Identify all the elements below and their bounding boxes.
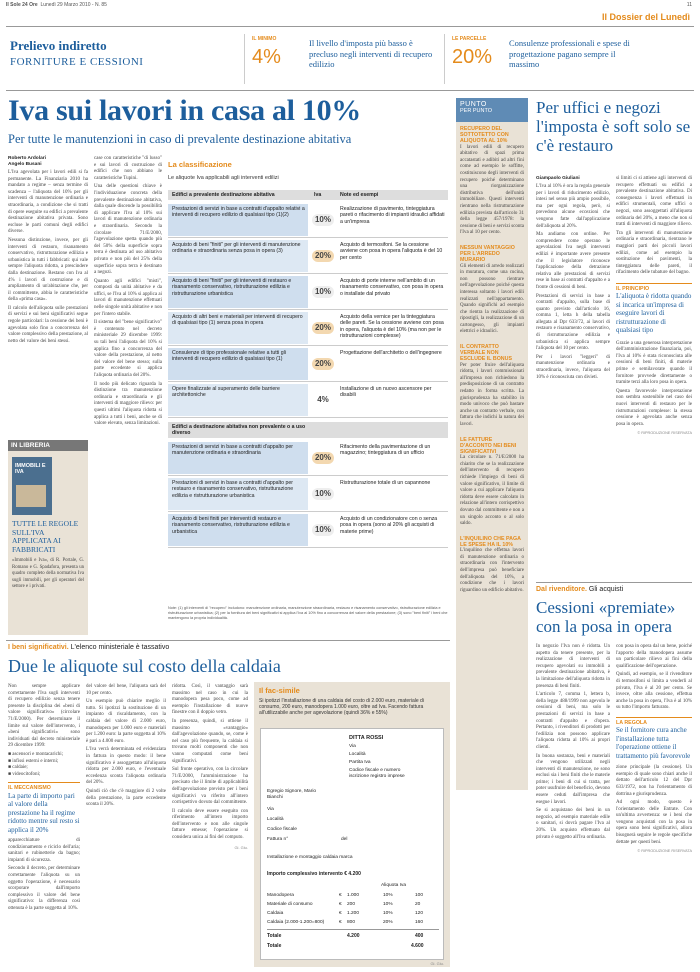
punto-tag: PUNTO PER PUNTO bbox=[456, 98, 528, 122]
banner-title: Prelievo indiretto bbox=[10, 38, 107, 53]
paragraph: Questa favorevole interpretazione non sembra sostenibile nel caso dei nuovi interventi di restauro per le ristrutturazioni complesse: la stessa cessione è agevolata anche senza posa in opera. bbox=[616, 388, 692, 427]
paragraph: si limiti ci si attiene agli interventi di recupero effettuati su edifici a prevalente destinazione abitativa. Di conseguenza i lavori effettuati in edifici strumentali, come uffici o negozi, sono assoggettati all'aliquota ordinaria del 20%, a meno che non si tratti di interventi di maggiore rilievo. bbox=[616, 176, 692, 228]
paper-masthead: Il Sole 24 Ore Lunedì 29 Marzo 2010 - N. 85 bbox=[6, 2, 107, 8]
uffici-col-2 bbox=[616, 176, 692, 435]
punto-text: I lavori edili di recupero abitativo di spazi prima accatastati e adibiti ad altri fini come ad esempio le soffitte, costituiscono degli interventi di recupero poiché determinano una riorganizzazione distributiva dell'unità immobiliare. Questi interventi rientrano nella ristrutturazione edilizia prevista dall'articolo 31 della legge 457/1978: la cessione di beni e servizi sconta l'Iva al 10 per cento. bbox=[460, 144, 525, 236]
meccanismo-head: IL MECCANISMO bbox=[8, 785, 51, 792]
paragraph: con posa in opera dal un bene, poiché l'apporto della manodopera assume un particolare rilievo ai fini della qualificazione dell'operazione. bbox=[616, 644, 692, 669]
paragraph: L'articolo 7, comma 1, lettera b, della legge 488/1999 non agevola le cessioni di beni, ma solo le prestazioni di servizi in base a contratti d'appalto e d'opera. Pertanto, i rivenditori di prodotti per l'edilizia non possono applicare l'aliquota ridotta al 10% ai propri clienti. bbox=[536, 692, 610, 750]
table-cell-rate: 20% bbox=[312, 322, 334, 334]
paragraph: Quindi ciò che c'è maggiore di 2 volte della prestazione, la parte eccedente sconta il 20%. bbox=[86, 788, 166, 808]
paragraph: Il nodo più delicato riguarda la distinzione tra manutenzione ordinaria e straordinaria e gli interventi di maggiore rilievo: per questi ultimi l'aliquota ridotta si applica a tutti i beni, anche se di valore elevato, senza limitazioni. bbox=[94, 381, 162, 427]
caldaia-col-3 bbox=[172, 684, 248, 850]
table-cell-desc: Acquisto di altri beni e materiali per interventi di recupero di qualsiasi tipo (1) senza posa in opera bbox=[172, 314, 303, 327]
list-item: ■ ascensori e montacarichi; bbox=[8, 751, 64, 757]
invoice-cell: 100 bbox=[415, 893, 424, 898]
table-row bbox=[168, 310, 448, 346]
main-col-1 bbox=[8, 156, 88, 345]
uffici-headline: Per uffici e negozi l'imposta è soft solo se c'è restauro bbox=[536, 98, 691, 155]
caldaia-col-2 bbox=[86, 684, 166, 809]
table-cell-desc: Opere finalizzate al superamento delle barriere architettoniche bbox=[172, 386, 280, 399]
table-cell-desc: Acquisto di beni finiti per interventi di restauro e risanamento conservativo, ristrutturazione edilizia e urbanistica bbox=[172, 516, 290, 535]
table-cell-desc: Acquisto di beni "finiti" per gli interventi di manutenzione ordinaria e straordinaria senza posa in opera (3) bbox=[172, 242, 301, 255]
parcelle-value: 20% bbox=[452, 46, 493, 68]
byline: Gi. Giu. bbox=[234, 844, 248, 850]
paragraph: del valore del bene, l'aliquota sarà del 10 per cento. bbox=[86, 684, 166, 696]
invoice-cell: 1.200 bbox=[347, 911, 360, 916]
paragraph: Nessuna distinzione, invece, per gli interventi di restauro, risanamento conservativo, ristrutturazione edilizia e urbanistica in tutti i fabbricati: qui vale sempre l'aliquota ridotta, a prescindere dalla destinazione. Restano con Iva al 4% i lavori di costruzione e di ampliamento di un'abitazione che, per il committente, abbia le caratteristiche della «prima casa». bbox=[8, 237, 88, 303]
table-cell-note: Acquisto di un condizionatore con o senza posa in opera (sono al 20% gli acquisti di materie prime) bbox=[340, 516, 438, 535]
principio-text: L'aliquota è ridotta quando si incarica un'impresa di eseguire lavori di ristrutturazione di qualsiasi tipo bbox=[616, 292, 692, 335]
invoice-customer: Egregio Signore, Mario Bianchi bbox=[267, 789, 317, 800]
paragraph: Secondo il decreto, per determinare correttamente l'aliquota su un oggetto l'operazione, è necessario scorporare dall'importo complessivo il valore del bene significativo: la differenza così ottenuta è la parte soggetta al 10%. bbox=[8, 866, 80, 911]
caldaia-kicker: I beni significativi. L'elenco ministeriale è tassativo bbox=[8, 644, 170, 651]
parcelle-text: Consulenze professionali e spese di progettazione pagano sempre il massimo bbox=[509, 38, 630, 69]
table-cell-note: Acquisto della vernice per la tinteggiatura delle pareti. Se la cessione avviene con posa in opera, l'aliquota è del 10% (ma non per le ristrutturazioni complesse) bbox=[340, 314, 444, 339]
paragraph: L'Iva verrà determinata ed evidenziata in fattura in questo modo: il bene significativo è assoggettato all'aliquota ridotta per 2.000 euro, e l'eventuale eccedenza sconta l'aliquota ordinaria del 20%. bbox=[86, 747, 166, 786]
libreria-caption: TUTTE LE REGOLE SULL'IVA APPLICATA AI FABBRICATI bbox=[12, 519, 79, 554]
regola-box bbox=[616, 717, 692, 760]
invoice-cell: 160 bbox=[415, 920, 424, 925]
rivenditore-kicker: Dal rivenditore. Gli acquisti bbox=[536, 586, 624, 593]
table-cell-desc: Prestazioni di servizi in base a contratti d'appalto relativi a interventi di recupero edilizio di qualsiasi tipo (1)(2) bbox=[172, 206, 305, 219]
punto-heading: L'INQUILINO CHE PAGA LE SPESE HA IL 10% bbox=[460, 535, 521, 548]
invoice-cell: 20% bbox=[383, 920, 393, 925]
facsimile-intro: Si ipotizzi l'installazione di una caldaia del costo di 2.000 euro, materiale di consumo, 200 euro, manodopera 1.000 euro, oltre ad Iva. Facendo fattura all'utilizzabile anche per agevolazione (quindi 36% e 55%) bbox=[259, 698, 424, 717]
caldaia-headline: Due le aliquote sul costo della caldaia bbox=[8, 656, 281, 676]
paragraph: Il calcolo deve essere eseguito con riferimento all'intero importo dell'intervento e non alle singole fatture emesse; l'operazione si considera unica ai fini del computo. bbox=[172, 808, 248, 841]
byline: © RIPRODUZIONE RISERVATA bbox=[637, 431, 692, 436]
list-item: ■ videocitofoni; bbox=[8, 771, 41, 777]
punto-text: L'inquilino che effettua lavori di manutenzione ordinaria o straordinaria con l'intervento dell'impresa può beneficiare dell'aliquota del 10%, a condizione che i lavori riguardino un edificio abitativo. bbox=[460, 548, 524, 593]
paragraph: Quanto agli edifici "misti", composti da unità abitative e da uffici, se l'Iva al 10% si applica ai lavori di manutenzione effettuati nelle singole unità abitative e non per l'intero stabile. bbox=[94, 278, 162, 317]
list-item: ■ infissi esterni e interni; bbox=[8, 758, 59, 764]
invoice-cell: € bbox=[339, 911, 342, 916]
table-row bbox=[168, 346, 448, 382]
invoice-total-label: Importo complessivo intervento € 4.200 bbox=[267, 871, 361, 877]
author-1: Roberto Ardolari bbox=[8, 156, 46, 161]
table-cell-note: Progettazione dell'architetto o dell'ingegnere bbox=[340, 350, 442, 356]
paragraph: L'Iva al 10% è ora la regola generale per i lavori di riducimento edilizio, intesi nel senso più ampio possibile, ma per ogni regola, però, si prevedono alcune eccezioni che vengono fatte dall'applicazione dell'aliquota al 20%. bbox=[536, 184, 610, 229]
regola-text: Se il fornitore cura anche l'installazione tutta l'operazione ottiene il trattamento più favorevole bbox=[616, 726, 691, 760]
byline: Gi. Giu. bbox=[430, 961, 444, 966]
principio-head: IL PRINCIPIO bbox=[616, 285, 650, 292]
paragraph: case con caratteristiche "di lusso" e sui lavori di costruzione di edifici che non abbiano le caratteristiche Tupini. bbox=[94, 156, 162, 181]
invoice-cell: 120 bbox=[415, 911, 424, 916]
invoice-cell: Caldaia (2.000-1.200=800) bbox=[267, 920, 325, 925]
invoice-cell: Materiale di consumo bbox=[267, 902, 313, 907]
table-cell-note: Acquisto di porte interne nell'ambito di un risanamento conservativo, con posa in opera o installate dal privato bbox=[340, 278, 444, 297]
table-cell-desc: Prestazioni di servizi in base a contratti d'appalto per restauro e risanamento conservativo, ristrutturazione edilizia e ristrutturazione urbanistica bbox=[172, 480, 294, 499]
table-cell-rate: 10% bbox=[312, 524, 334, 536]
invoice-company: DITTA ROSSI bbox=[349, 735, 384, 741]
punto-heading: LE FATTURE D'ACCONTO NEI BENI SIGNIFICATIVI bbox=[460, 436, 517, 456]
author-2: Angelo Busani bbox=[8, 162, 42, 167]
paragraph: Il calcolo dell'aliquota sulle prestazioni di servizi e sui beni significativi segue regole particolari: la cessione dei beni è agevolata solo fino a concorrenza del valore complessivo della prestazione, al netto del valore dei beni stessi. bbox=[8, 305, 88, 344]
table-col-head: Iva bbox=[314, 192, 322, 198]
paragraph: In buona sostanza, beni e materiali che vengono utilizzati negli interventi di manutenzione, ne sono esclusi sia i beni finiti che le materie prime; i beni di cui si tratta, per poter usufruire del beneficio, devono essere ceduti dall'impresa che esegue i lavori. bbox=[536, 753, 611, 805]
table-cell-rate: 10% bbox=[312, 214, 334, 226]
page-number: 11 bbox=[686, 2, 692, 8]
paragraph: Ad ogni modo, questo è l'orientamento delle Entrate. Con un'ultima avvertenza: se i beni che vengono acquistati con la posa in opera sono beni significativi, allora bisognerà seguire le regole specifiche dettate per questi beni. bbox=[616, 800, 692, 845]
paragraph: Quindi, ad esempio, se il rivenditore di termosifoni si limita a venderli al privato, l'Iva è al 20 per cento. Se invece, oltre alla cessione, effettua anche la posa in opera, l'Iva è al 10% su tutto l'importo fatturato. bbox=[616, 672, 692, 711]
table-cell-rate: 10% bbox=[312, 286, 334, 298]
table-cell-note: Rifacimento della pavimentazione di un magazzino; tinteggiatura di un ufficio bbox=[340, 444, 431, 457]
table-cell-note: Acquisto di termosifoni. Se la cessione avviene con posa in opera l'aliquota è del 10 per cento bbox=[340, 242, 443, 261]
rivenditore-col-2 bbox=[616, 644, 692, 853]
table-cell-note: Ristrutturazione totale di un capannone bbox=[340, 480, 431, 486]
punto-heading: IL CONTRATTO VERBALE NON ESCLUDE IL BONUS bbox=[460, 344, 512, 363]
facsimile-title: Il fac-simile bbox=[259, 686, 300, 695]
classification-table bbox=[168, 160, 450, 635]
invoice-cell: 10% bbox=[383, 902, 393, 907]
caldaia-col-1 bbox=[8, 684, 80, 913]
table-cell-desc: Acquisto di beni "finiti" per gli interventi di restauro e risanamento conservativo, ristrutturazione edilizia e ristrutturazione urbanistica bbox=[172, 278, 292, 297]
invoice-cell: 200 bbox=[347, 902, 356, 907]
table-cell-rate: 20% bbox=[312, 358, 334, 370]
invoice-cell: € bbox=[339, 920, 342, 925]
regola-head: LA REGOLA bbox=[616, 719, 647, 726]
invoice: DITTA ROSSI Via Località Partita Iva Codice fiscale e numero iscrizione registro imprese Egregio Signore, Mario Bianchi Via Località Codice fiscale Fattura n° del Installazione e montaggio caldaia marca Importo complessivo intervento € 4.200 Aliquota Iva Manodopera € 1.000 10% 100 Materiale di consumo € 200 10% 20 Caldaia € 1.200 10% 120 Caldaia (2.000-1.200=800) € 800 20% 160 Totale 4.200 400 Totale 4.600 bbox=[260, 728, 444, 960]
paragraph: Tra gli interventi di manutenzione ordinaria e straordinaria, rientrano le maggiori parti dei piccoli lavori edilizi, come ad esempio la sostituzione dei pavimenti, la tinteggiatura delle pareti, il rifacimento delle tubature del bagno. bbox=[616, 230, 692, 276]
banner-subtitle: FORNITURE E CESSIONI bbox=[10, 56, 144, 68]
main-headline: Iva sui lavori in casa al 10% bbox=[8, 94, 361, 127]
paragraph: apparecchiature di condizionamento e riciclo dell'aria; sanitari e rubinetterie da bagno; impianti di sicurezza. bbox=[8, 838, 80, 863]
punto-heading: NESSUN VANTAGGIO PER L'ARREDO MURARIO bbox=[460, 244, 515, 264]
table-title: La classificazione bbox=[168, 160, 232, 169]
table-cell-rate: 20% bbox=[312, 250, 334, 262]
invoice-cell: Manodopera bbox=[267, 893, 294, 898]
paragraph: Se si acquistano dei beni in un negozio, ad esempio materiale edile o sanitari, si dovrà pagare l'Iva al 20%. Un acquisto effettuato dal privato è soggetto all'Iva ordinaria. bbox=[536, 808, 610, 840]
main-col-2 bbox=[94, 156, 162, 428]
paragraph: L'Iva agevolata per i lavori edili si fa permanente. La Finanziaria 2010 ha mandato a regime – senza termine di scadenza – l'aliquota del 10% per gli interventi di manutenzione ordinaria e straordinaria, a condizione che si tratti di opere eseguite su edifici a prevalente destinazione abitativa privata. Sono escluse le parti comuni degli edifici diverse. bbox=[8, 170, 88, 235]
table-col-head: Note ed esempi bbox=[340, 192, 379, 198]
paragraph: zione principale (la cessione). Un esempio di quale sono chiari anche il dettato dell'articolo 12 del Dpr 633/1972, non ha l'orientamento di dottrina e giurisprudenza. bbox=[616, 765, 692, 797]
table-row bbox=[168, 476, 448, 512]
table-row bbox=[168, 202, 448, 238]
table-row bbox=[168, 382, 448, 418]
book-cover-title: IMMOBILI E IVA bbox=[15, 463, 46, 475]
table-cell-rate: 20% bbox=[312, 452, 334, 464]
table-row bbox=[168, 440, 448, 476]
invoice-cell: € bbox=[339, 902, 342, 907]
punto-heading: RECUPERO DEL SOTTOTETTO CON ALIQUOTA AL 10% bbox=[460, 126, 509, 145]
paragraph: Una delle questioni chiave è l'individuazione concreta della prevalente destinazione abitativa, dalla quale discende la possibilità di applicare l'Iva al 10% sui lavori di manutenzione ordinaria e straordinaria. Secondo la circolare 71/E/2000, l'agevolazione spetta quando più del 50% della superficie sopra terra è destinata ad uso abitativo privato e non più del 25% della superficie sopra terra è destinato a negozi. bbox=[94, 184, 162, 276]
paragraph: Ma andiamo con ordine. Per comprendere come operano le agevolazioni Iva negli interventi edilizi è importante avere presente che il legislatore riconosce l'applicazione della detrazione relativa alle prestazioni di servizi rese in base ai contratti d'appalto e a fronte di cessioni di beni. bbox=[536, 232, 610, 290]
invoice-cell: € bbox=[339, 893, 342, 898]
invoice-cell: Caldaia bbox=[267, 911, 284, 916]
table-footnote: Note: (1) gli interventi di "recupero" includono: manutenzione ordinaria, manutenzione straordinaria, restauro e risanamento conservativo, ristrutturazione edilizia e ristrutturazione urbanistica; (2) per la fornitura dei beni significativi si applica l'Iva al 10% fino a concorrenza del valore della prestazione; (3) sono "beni finiti" i beni che mantengono la propria individualità. bbox=[168, 606, 448, 620]
banner bbox=[6, 30, 694, 88]
rivenditore-headline: Cessioni «premiate» con la posa in opera bbox=[536, 598, 676, 636]
paragraph: Prestazioni di servizi in base a contratti d'appalto, sulla base di quanto previsto dall'articolo 16, comma 1, letta h della tabella allegata al Dpr 633/72, ai lavori di restauro e risanamento conservativo, di ristrutturazione edilizia e urbanistica si applica sempre l'aliquota del 10 per cento. bbox=[536, 293, 610, 352]
table-cell-desc: Consulenze di tipo professionale relative a tutti gli interventi di recupero edilizio di qualsiasi tipo (1) bbox=[172, 350, 286, 363]
minimo-text: Il livello d'imposta più basso è precluso negli interventi di recupero edilizio bbox=[309, 38, 433, 69]
invoice-line: Installazione e montaggio caldaia marca bbox=[267, 855, 353, 860]
invoice-cell: 800 bbox=[347, 920, 356, 925]
minimo-value: 4% bbox=[252, 46, 281, 68]
invoice-cell: 10% bbox=[383, 893, 393, 898]
table-row bbox=[168, 238, 448, 274]
table-cell-rate: 10% bbox=[312, 488, 334, 500]
byline: © RIPRODUZIONE RISERVATA bbox=[637, 849, 692, 854]
main-subhead: Per tutte le manutenzioni in caso di prevalente destinazione abitativa bbox=[8, 132, 352, 146]
paragraph: ridotta. Così, il vantaggio sarà massimo nel caso in cui la manodopera pesa poco, come ad esempio l'installazione di nuove finestre con il doppio vetro. bbox=[172, 684, 248, 716]
meccanismo-box bbox=[8, 782, 80, 834]
table-col-head: Edifici a prevalente destinazione abitativa bbox=[172, 192, 275, 198]
parcelle-label: LE PARCELLE bbox=[452, 36, 487, 42]
meccanismo-text: La parte di importo pari al valore della prestazione ha il regime ridotto mentre sul resto si applica il 20% bbox=[8, 791, 80, 834]
libreria-box bbox=[8, 440, 88, 635]
section-title: Il Dossier del Lunedì bbox=[601, 12, 690, 22]
paragraph: Il sistema del "bene significativo" è contenuto nel decreto ministeriale 29 dicembre 1999: su tali beni l'aliquota del 10% si applica fino a concorrenza del valore della prestazione, al netto del valore del bene stesso; sulla parte eccedente si applica l'aliquota ordinaria del 20%. bbox=[94, 320, 162, 378]
list-item: ■ caldaie; bbox=[8, 765, 28, 771]
table-cell-rate: 4% bbox=[312, 394, 334, 406]
uffici-author: Giampaolo Giuliani bbox=[536, 176, 580, 181]
table-subtitle: Le aliquote Iva applicabili agli interventi edilizi bbox=[168, 175, 279, 181]
minimo-label: IL MINIMO bbox=[252, 36, 277, 42]
book-cover-image bbox=[12, 457, 52, 515]
paragraph: Un esempio può chiarire meglio il tutto. Si ipotizzi la sostituzione di un impianto di riscaldamento, con la caldaia del valore di 2.000 euro, manodopera per 1.000 euro e materiali per 1.200 euro: la parte soggetta al 10% è pari a 4.000 euro. bbox=[86, 699, 166, 744]
paragraph: In presenza, quindi, si ottiene il massimo «vantaggio» dall'agevolazione quando, se, come è nel caso più frequente, la caldaia si trovano molti componenti che non vanno computati come beni significativi. bbox=[172, 718, 248, 764]
uffici-col-1 bbox=[536, 176, 610, 381]
paragraph: Non sempre applicare correttamente l'Iva sugli interventi di recupero edilizio senza tenere presente la disciplina dei «beni di valore significativo» (circolare 71/E/2000). Per determinare il limite sul valore dell'intervento, i «beni significativi» sono individuati dal decreto ministeriale 29 dicembre 1999: bbox=[8, 684, 80, 749]
paragraph: In negozio l'Iva non è ridotta. Un aspetto da tenere presente, per la realizzazione di interventi di recupero agevolati su immobili a prevalente destinazione abitativa, è la limitazione dell'aliquota ridotta in presenza di beni finiti. bbox=[536, 644, 610, 689]
punto-text: La circolare n. 71/E/2000 ha chiarito che se la realizzazione dell'intervento di recupero richiede l'impiego di beni di valore significativo, il limite di valore a cui applicare l'aliquota ridotta deve essere calcolato in relazione all'intero corrispettivo dovuto dal committente e non a un singolo acconto o al solo saldo. bbox=[460, 455, 524, 527]
table-cell-note: Installazione di un nuovo ascensore per disabili bbox=[340, 386, 432, 399]
facsimile-box bbox=[254, 682, 450, 967]
libreria-head: IN LIBRERIA bbox=[8, 440, 88, 451]
table-cell-desc: Prestazioni di servizi in base a contratti d'appalto per manutenzione ordinaria e straordinaria bbox=[172, 444, 293, 457]
paragraph: Sul fronte operativo, con la circolare 71/E/2000, l'amministrazione ha precisato che il limite di applicabilità dell'agevolazione previsto per i beni significativi va riferito all'intero corrispettivo dovuto dal committente. bbox=[172, 767, 248, 806]
rivenditore-col-1 bbox=[536, 644, 610, 841]
table-row bbox=[168, 274, 448, 310]
paragraph: Per i lavori "leggeri" di manutenzione ordinaria e straordinaria, invece, l'aliquota del 10% è riconosciuta con divieti. bbox=[536, 354, 610, 380]
invoice-cell: 1.000 bbox=[347, 893, 360, 898]
principio-box bbox=[616, 283, 692, 335]
libreria-text: «Immobili e Iva», di R. Portale, G. Romano e G. Spadafora, presenta un quadro completo della normativa Iva sugli immobili, per gli operatori del settore e i privati. bbox=[12, 558, 84, 590]
table-cell-note: Realizzazione di pavimento, tinteggiatura pareti o rifacimento di impianti idraulici affidati a un'impresa bbox=[340, 206, 445, 225]
table-section-head: Edifici a destinazione abitativa non prevalente o a uso diverso bbox=[172, 424, 306, 437]
punto-text: Per poter fruire dell'aliquota ridotta, i lavori commissionati all'impresa non richiedono la predisposizione di un contratto redatto in forma scritta. La giurisprudenza ha stabilito in modo univoco che può bastare anche un contratto verbale, con fattura che indichi la natura dei lavori. bbox=[460, 362, 524, 428]
invoice-cell: 20 bbox=[415, 902, 421, 907]
invoice-cell: 10% bbox=[383, 911, 393, 916]
punto-text: Gli elementi di arredo realizzati in muratura, come una cucina, non possono rientrare nell'agevolazione poiché questa interessa soltanto i lavori edili realizzati nell'appartamento. Quando significhi ad esempio che rientra la realizzazione di ripostigli, la realizzazione di un cartongesso, gli impianti elettrici e idraulici. bbox=[460, 263, 524, 335]
punto-sidebar bbox=[456, 98, 528, 790]
table-row bbox=[168, 512, 448, 548]
paragraph: Grazie a una generosa interpretazione dell'amministrazione finanziaria, poi, l'Iva al 10% è stata riconosciuta alle cessioni di beni finiti, di materie prime e semilavorate quando il fornitore provvede direttamente o tramite terzi alla loro posa in opera. bbox=[616, 340, 692, 386]
